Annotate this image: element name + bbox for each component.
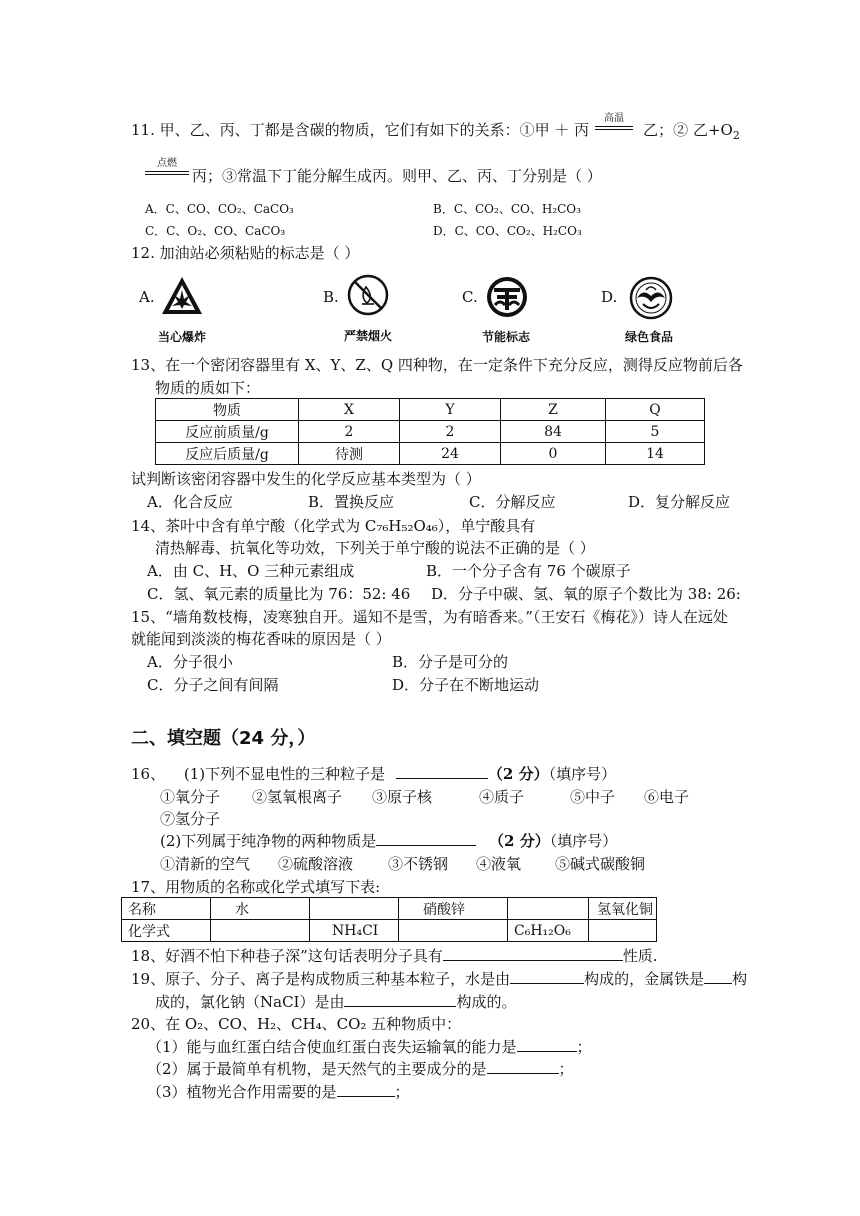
q18-blank[interactable] [443,946,623,961]
q13-option-c: C．分解反应 [469,493,556,511]
q11-line2: 丙；③常温下丁能分解生成丙。则甲、乙、丙、丁分别是（ ） [192,167,602,185]
table-row [156,421,705,443]
table-cell: 待测 [299,443,400,465]
q14-option-d: D．分子中碳、氢、氧的原子个数比为 38: 26: [431,585,741,603]
q16-choice2-5: ⑤碱式碳酸铜 [555,855,646,873]
table-cell: Q [606,399,705,421]
table-cell: Z [501,399,606,421]
q15-option-b: B．分子是可分的 [392,653,509,671]
q15-stem-line1: 15、“墙角数枝梅，凌寒独自开。遥知不是雪，为有暗香来。”（王安石《梅花》）诗人在远处 [131,608,728,626]
table-cell[interactable] [310,898,399,920]
q12-letter-d: D. [601,288,618,306]
table-cell: 24 [400,443,501,465]
section-title: 二、填空题（24 分，） [131,728,316,749]
q12-letter-c: C. [462,288,478,306]
sign-label-d: 绿色食品 [625,330,674,344]
q14-option-c: C．氢、氧元素的质量比为 76：52: 46 [147,585,411,603]
q16-part2: (2)下列属于纯净物的两种物质是 （2 分）（填序号） [160,832,618,850]
table-cell[interactable] [211,920,310,942]
table-cell: 5 [606,421,705,443]
q12-letter-b: B. [323,288,339,306]
q11-option-b: B．C、CO₂、CO、H₂CO₃ [433,202,581,216]
table-cell: 2 [299,421,400,443]
table-cell: 0 [501,443,606,465]
q16-choice-3: ③原子核 [372,788,433,806]
q16-choice-5: ⑤中子 [570,788,616,806]
q16-choice2-3: ③不锈钢 [388,855,449,873]
table-cell: 硝酸锌 [399,898,508,920]
table-cell: 反应前质量/g [156,421,299,443]
q16-blank-2[interactable] [376,831,476,846]
sign-label-a: 当心爆炸 [158,330,207,344]
table-cell: 14 [606,443,705,465]
q16-part1: 16、 (1)下列不显电性的三种粒子是 （2 分）（填序号） [131,765,617,783]
table-cell[interactable] [508,898,589,920]
table-row [156,443,705,465]
q13-table [155,398,705,465]
table-row [156,399,705,421]
q16-choice-1: ①氧分子 [160,788,221,806]
q17-stem: 17、用物质的名称或化学式填写下表: [131,878,381,896]
q19-line2: 成的，氯化钠（NaCI）是由 构成的。 [155,993,517,1011]
table-cell: 2 [400,421,501,443]
explosion-warning-icon [160,274,204,318]
table-cell[interactable] [589,920,657,942]
table-row [122,920,657,942]
q11-line1: 11. 甲、乙、丙、丁都是含碳的物质，它们有如下的关系：①甲 ＋ 丙 乙；② 乙$+O_2$ [131,121,740,142]
q11-option-d: D．C、CO、CO₂、H₂CO₃ [433,224,582,238]
q11-option-c: C．C、O₂、CO、CaCO₃ [145,224,286,238]
table-row [122,898,657,920]
table-cell: Y [400,399,501,421]
q20-item-3: （3）植物光合作用需要的是 ； [147,1083,410,1101]
q14-option-a: A．由 C、H、O 三种元素组成 [147,562,355,580]
q16-choice-6: ⑥电子 [644,788,690,806]
q11-condition-ignite: 点燃 [145,158,189,175]
q16-choice2-1: ①清新的空气 [160,855,251,873]
q16-choice2-2: ②硫酸溶液 [278,855,354,873]
q17-table [121,897,657,942]
q14-stem-line2: 清热解毒、抗氧化等功效，下列关于单宁酸的说法不正确的是（ ） [155,539,595,557]
q19-blank-3[interactable] [344,992,456,1007]
green-food-icon [629,276,673,320]
q20-stem: 20、在 O₂、CO、H₂、CH₄、CO₂ 五种物质中： [131,1015,462,1033]
q20-item-1: （1）能与血红蛋白结合使血红蛋白丧失运输氧的能力是 ； [147,1038,592,1056]
table-cell: 名称 [122,898,211,920]
table-cell: 物质 [156,399,299,421]
q12-stem: 12. 加油站必须粘贴的标志是（ ） [131,244,360,262]
q18: 18、好酒不怕下种巷子深”这句话表明分子具有 性质. [131,947,658,965]
table-cell: 84 [501,421,606,443]
q16-blank-1[interactable] [396,764,488,779]
q11-condition-high-temp: 高温 [595,113,633,130]
sign-label-c: 节能标志 [482,330,531,344]
q14-stem-line1: 14、茶叶中含有单宁酸（化学式为 C₇₆H₅₂O₄₆），单宁酸具有 [131,517,536,535]
q16-choice-4: ④质子 [479,788,525,806]
q19-blank-2[interactable] [704,969,732,984]
q19-line1: 19、原子、分子、离子是构成物质三种基本粒子，水是由 构成的，金属铁是 构 [131,970,748,988]
no-fire-icon [346,273,390,317]
q12-letter-a: A. [139,288,155,306]
q13-option-b: B．置换反应 [308,493,395,511]
table-cell: 水 [211,898,310,920]
q13-stem-line2: 物质的质如下： [155,379,261,397]
table-cell: 化学式 [122,920,211,942]
sign-label-b: 严禁烟火 [344,329,393,343]
q13-option-d: D．复分解反应 [628,493,731,511]
q13-question: 试判断该密闭容器中发生的化学反应基本类型为（ ） [131,470,481,488]
table-cell: 氢氧化铜 [589,898,657,920]
q13-stem-line1: 13、在一个密闭容器里有 X、Y、Z、Q 四种物，在一定条件下充分反应，测得反应物前后各 [131,356,743,374]
q16-choice2-4: ④液氧 [476,855,522,873]
q15-option-c: C．分子之间有间隔 [147,676,279,694]
q15-option-a: A．分子很小 [147,653,233,671]
q11-option-a: A．C、CO、CO₂、CaCO₃ [145,202,294,216]
q15-stem-line2: 就能闻到淡淡的梅花香味的原因是（ ） [131,630,391,648]
table-cell: 反应后质量/g [156,443,299,465]
table-cell: X [299,399,400,421]
q20-blank-1[interactable] [517,1037,577,1052]
q13-option-a: A．化合反应 [147,493,233,511]
q15-option-d: D．分子在不断地运动 [392,676,540,694]
table-cell: NH₄CI [310,920,399,942]
q20-blank-2[interactable] [487,1059,559,1074]
table-cell: C₆H₁₂O₆ [508,920,589,942]
energy-saving-icon [485,275,529,319]
q20-item-2: （2）属于最简单有机物，是天然气的主要成分的是 ； [147,1060,574,1078]
q14-option-b: B．一个分子含有 76 个碳原子 [426,562,631,580]
q16-choice-2: ②氢氧根离子 [252,788,343,806]
q16-choice-7: ⑦氢分子 [160,810,221,828]
q20-blank-3[interactable] [337,1082,395,1097]
table-cell[interactable] [399,920,508,942]
q19-blank-1[interactable] [510,969,584,984]
